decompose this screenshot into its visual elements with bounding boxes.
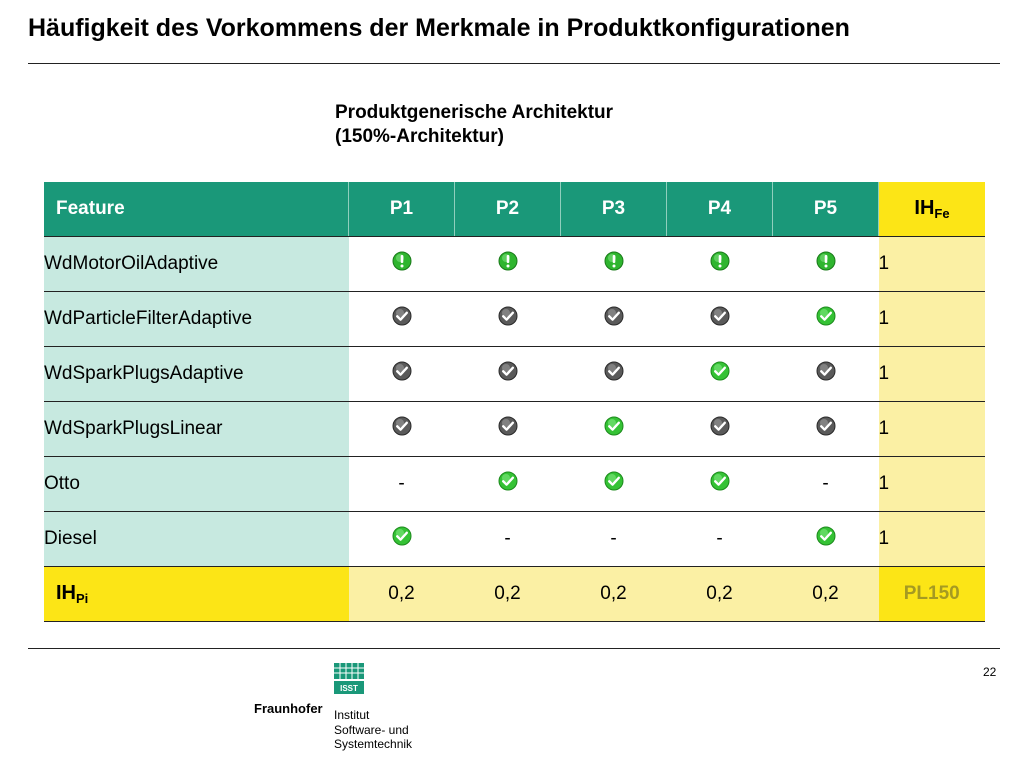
ih-pi-value: 0,2 [667,567,773,622]
header-p2: P2 [455,182,561,237]
logo-institute-line-3: Systemtechnik [334,737,413,751]
check-green-icon [816,526,836,552]
ih-pi-value: 0,2 [561,567,667,622]
exclaim-icon [710,251,730,277]
product-cell [773,512,879,567]
table-row [44,402,985,457]
title-divider [28,63,1000,64]
check-gray-icon [392,306,412,332]
header-ih-label: IH [914,197,935,219]
header-ih-sub: Fe [934,206,950,221]
header-p5: P5 [773,182,879,237]
table-row [44,512,985,567]
table-footer-row [44,567,985,622]
product-cell-absent: - [349,457,455,512]
table-row [44,457,985,512]
check-gray-icon [498,361,518,387]
check-gray-icon [392,416,412,442]
page-number: 22 [983,665,997,679]
feature-name: WdMotorOilAdaptive [44,237,349,292]
header-feature: Feature [44,182,349,237]
ih-fe-value: 1 [879,347,986,402]
check-green-icon [710,471,730,497]
product-cell [561,292,667,347]
ih-fe-value: 1 [879,457,986,512]
header-p1: P1 [349,182,455,237]
page-title: Häufigkeit des Vorkommens der Merkmale in Produktkonfigurationen [28,14,850,42]
check-gray-icon [816,361,836,387]
exclaim-icon [498,251,518,277]
product-cell [455,347,561,402]
subtitle [335,101,613,149]
check-green-icon [816,306,836,332]
exclaim-icon [816,251,836,277]
product-cell [561,347,667,402]
product-cell [349,237,455,292]
check-green-icon [392,526,412,552]
product-cell [773,347,879,402]
logo-institute-line-2: Software- und [334,722,409,737]
header-p4: P4 [667,182,773,237]
check-gray-icon [498,416,518,442]
ih-pi-main: IH [56,582,76,604]
feature-name: WdSparkPlugsAdaptive [44,347,349,402]
feature-name: WdSparkPlugsLinear [44,402,349,457]
product-cell [455,292,561,347]
product-cell [667,292,773,347]
table-row [44,347,985,402]
ih-fe-value: 1 [879,292,986,347]
product-cell [561,457,667,512]
product-cell-absent: - [455,512,561,567]
product-cell [455,402,561,457]
exclaim-icon [392,251,412,277]
ih-pi-value: 0,2 [455,567,561,622]
check-gray-icon [392,361,412,387]
footer-divider [28,648,1000,649]
check-gray-icon [498,306,518,332]
product-cell [667,402,773,457]
feature-name: Otto [44,457,349,512]
product-cell [667,347,773,402]
feature-name: WdParticleFilterAdaptive [44,292,349,347]
table-row [44,237,985,292]
check-green-icon [710,361,730,387]
check-gray-icon [816,416,836,442]
product-cell [667,237,773,292]
check-green-icon [604,416,624,442]
check-gray-icon [710,416,730,442]
isst-badge-text: ISST [340,684,358,693]
logo-institute [334,708,412,752]
ih-pi-sub: Pi [76,591,89,606]
ih-pi-value: 0,2 [773,567,879,622]
product-cell [773,292,879,347]
product-cell [349,402,455,457]
product-cell-absent: - [773,457,879,512]
product-cell-absent: - [667,512,773,567]
product-cell [561,237,667,292]
ih-fe-value: 1 [879,402,986,457]
header-ih-fe [879,182,986,237]
check-green-icon [498,471,518,497]
product-cell [349,292,455,347]
ih-pi-label [44,567,349,622]
feature-table [44,182,985,622]
product-cell [667,457,773,512]
pl-total: PL150 [879,567,986,622]
product-cell [773,237,879,292]
product-cell [349,347,455,402]
table-header-row [44,182,985,237]
header-p3: P3 [561,182,667,237]
product-cell [455,457,561,512]
exclaim-icon [604,251,624,277]
check-gray-icon [604,361,624,387]
ih-fe-value: 1 [879,512,986,567]
ih-fe-value: 1 [879,237,986,292]
product-cell [561,402,667,457]
product-cell [349,512,455,567]
ih-pi-value: 0,2 [349,567,455,622]
logo-name: Fraunhofer [254,701,323,716]
feature-name: Diesel [44,512,349,567]
subtitle-line-1: Produktgenerische Architektur [335,102,614,123]
isst-badge-icon [254,660,374,696]
check-gray-icon [710,306,730,332]
product-cell [773,402,879,457]
table-row [44,292,985,347]
check-gray-icon [604,306,624,332]
logo-institute-line-1: Institut [334,708,370,722]
check-green-icon [604,471,624,497]
product-cell [455,237,561,292]
product-cell-absent: - [561,512,667,567]
subtitle-line-2: (150%-Architektur) [335,126,504,147]
